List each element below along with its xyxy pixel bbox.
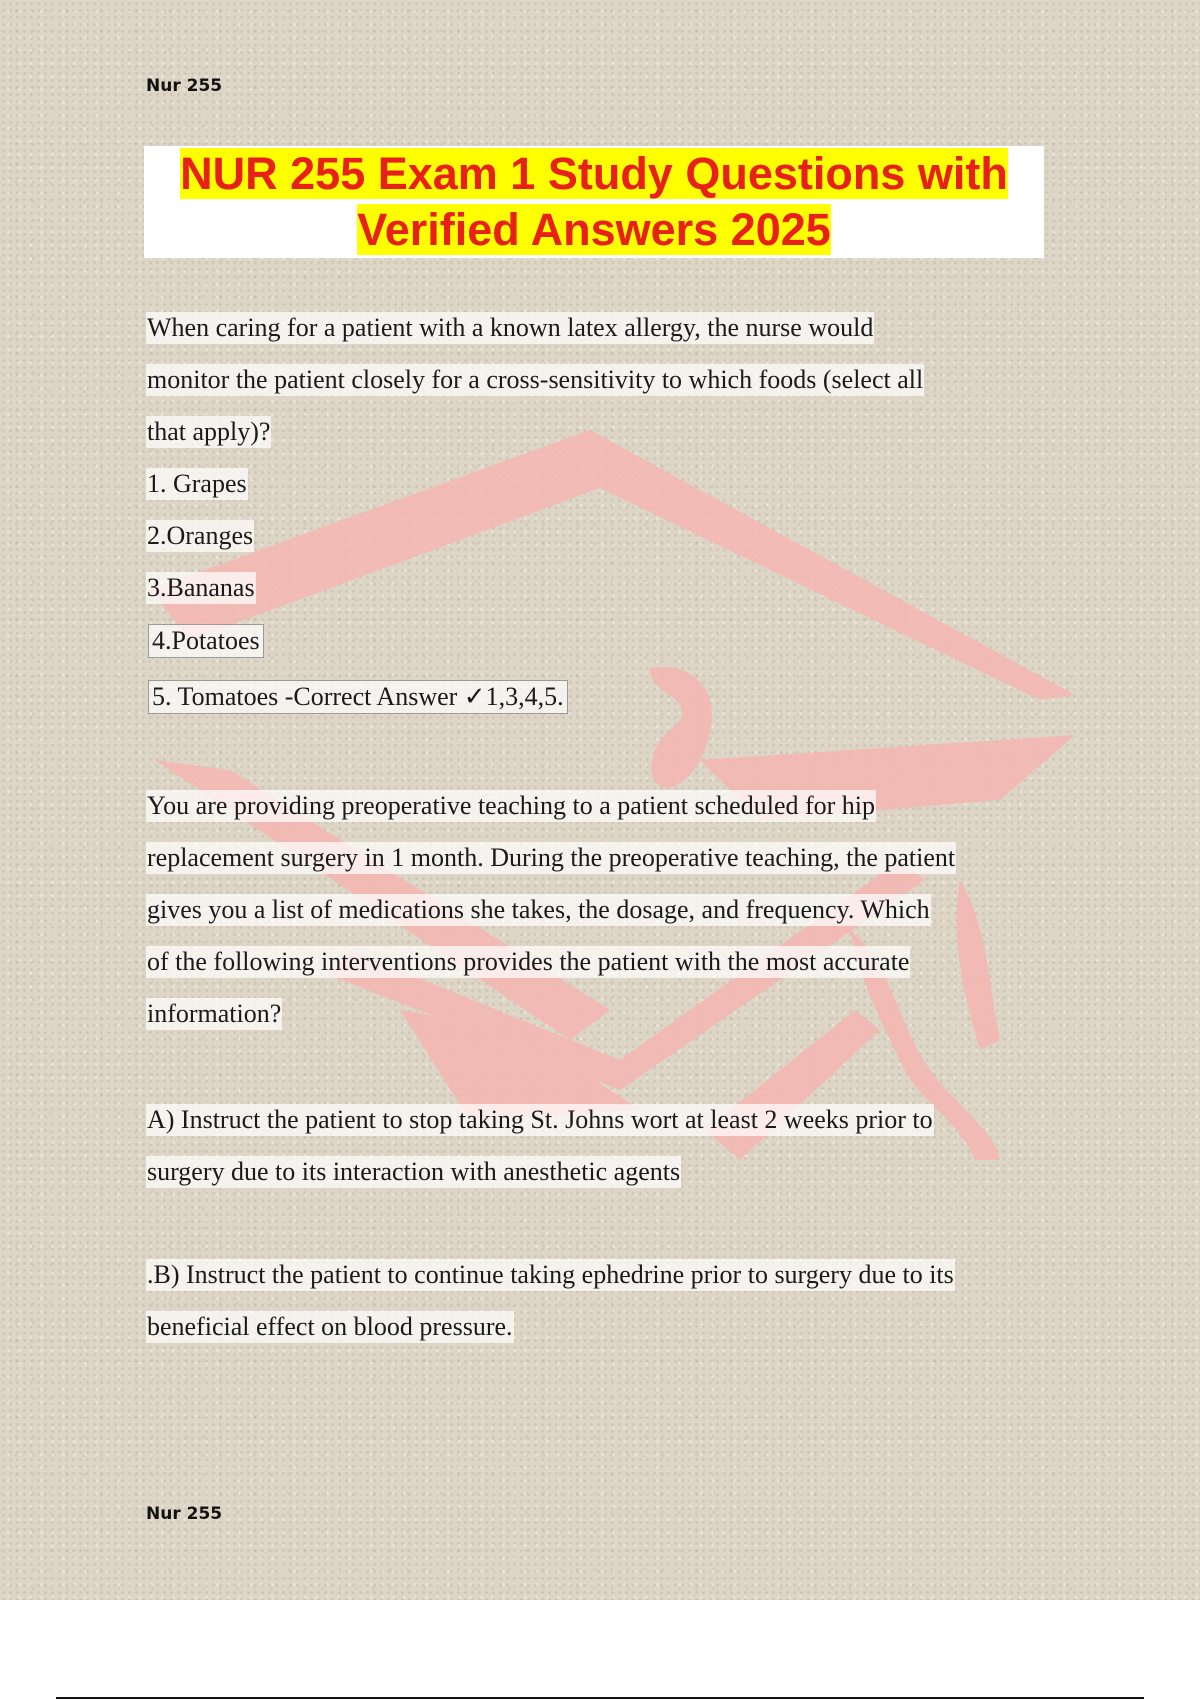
title-line-1: NUR 255 Exam 1 Study Questions with	[180, 148, 1008, 199]
question2-stem-line-4: of the following interventions provides the patient with the most accurate	[147, 947, 910, 976]
footer-course-label: Nur 255	[146, 1504, 223, 1524]
question1-stem-line-1: When caring for a patient with a known latex allergy, the nurse would	[147, 313, 874, 342]
question1-stem-line-2: monitor the patient closely for a cross-sensitivity to which foods (select all	[147, 365, 924, 394]
question1-option-2: 2.Oranges	[147, 521, 254, 550]
question2-option-a-line-1: A) Instruct the patient to stop taking St. Johns wort at least 2 weeks prior to	[147, 1105, 933, 1134]
question2-stem-line-1: You are providing preoperative teaching to a patient scheduled for hip	[147, 791, 876, 820]
question1-correct-answer: 5. Tomatoes -Correct Answer ✓1,3,4,5.	[148, 680, 568, 714]
question2-option-a-line-2: surgery due to its interaction with anesthetic agents	[147, 1157, 681, 1186]
question1-option-1: 1. Grapes	[147, 469, 247, 498]
page-bottom-rule	[56, 1697, 1144, 1699]
header-course-label: Nur 255	[146, 76, 223, 96]
document-title	[144, 146, 1044, 258]
question2-option-b-line-2: beneficial effect on blood pressure.	[147, 1312, 513, 1341]
question1-option-4: 4.Potatoes	[148, 624, 264, 658]
question1-option-3: 3.Bananas	[147, 573, 255, 602]
question2-option-b-line-1: .B) Instruct the patient to continue taking ephedrine prior to surgery due to its	[147, 1260, 954, 1289]
question2-stem-line-2: replacement surgery in 1 month. During the preoperative teaching, the patient	[147, 843, 956, 872]
question1-stem-line-3: that apply)?	[147, 417, 271, 446]
title-line-2: Verified Answers 2025	[357, 204, 831, 255]
question2-stem-line-3: gives you a list of medications she takes, the dosage, and frequency. Which	[147, 895, 930, 924]
question2-stem-line-5: information?	[147, 999, 282, 1028]
